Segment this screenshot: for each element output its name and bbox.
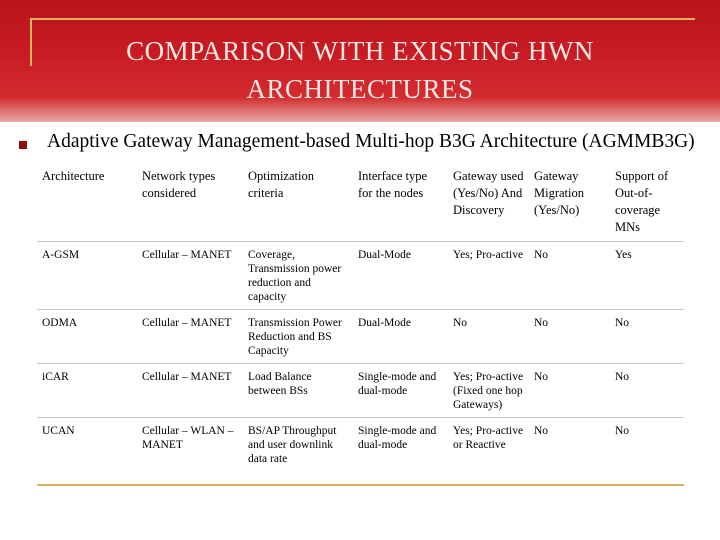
table-cell: No [529, 364, 610, 418]
table-row [37, 364, 684, 418]
table-cell: BS/AP Throughput and user downlink data rate [248, 425, 337, 465]
table-cell: No [529, 242, 610, 310]
column-header: Interface type for the nodes [353, 160, 448, 242]
table-cell: No [610, 364, 684, 418]
square-bullet-icon [19, 141, 27, 149]
table-cell: Single-mode and dual-mode [358, 425, 437, 451]
table-cell: Yes; Pro-active or Reactive [453, 425, 524, 451]
table-cell: Load Balance between BSs [243, 364, 353, 418]
table-cell: Dual-Mode [353, 242, 448, 310]
table-row [37, 242, 684, 310]
table-cell: Cellular – WLAN – MANET [142, 425, 234, 451]
table-row [37, 418, 684, 472]
table-cell: Single-mode and dual-mode [353, 364, 448, 418]
title-banner [0, 0, 720, 122]
column-header: Optimization criteria [243, 160, 353, 242]
comparison-table [37, 160, 684, 471]
table-cell: Coverage, Transmission power reduction and capacity [243, 242, 353, 310]
column-header: Gateway used (Yes/No) And Discovery [448, 160, 529, 242]
table-cell: Yes [610, 242, 684, 310]
table-cell: Yes; Pro-active (Fixed one hop Gateways) [448, 364, 529, 418]
table-cell: Yes; Pro-active [448, 242, 529, 310]
table-cell: Cellular – MANET [137, 242, 243, 310]
table-cell: iCAR [37, 364, 137, 418]
table-cell: Dual-Mode [353, 310, 448, 364]
title-frame-vertical-line [30, 18, 32, 66]
table-cell: Cellular – MANET [137, 364, 243, 418]
slide-title: COMPARISON WITH EXISTING HWN ARCHITECTURES [126, 36, 594, 104]
table-cell: No [610, 310, 684, 364]
table-cell: No [448, 310, 529, 364]
column-header: Support of Out-of-coverage MNs [610, 160, 684, 242]
table-cell: Transmission Power Reduction and BS Capacity [243, 310, 353, 364]
column-header: Network types considered [137, 160, 243, 242]
table-cell: ODMA [37, 310, 137, 364]
table-header-row [37, 160, 684, 242]
table-cell: A-GSM [37, 242, 137, 310]
column-header: Gateway Migration (Yes/No) [529, 160, 610, 242]
table-cell: UCAN [42, 425, 75, 437]
table-cell: Cellular – MANET [137, 310, 243, 364]
table-bottom-rule [37, 484, 684, 486]
table-cell: No [529, 310, 610, 364]
table-cell: No [534, 425, 549, 437]
table-row [37, 310, 684, 364]
table-cell: No [615, 425, 630, 437]
column-header: Architecture [37, 160, 137, 242]
title-frame-horizontal-line [30, 18, 695, 20]
slide-subtitle: Adaptive Gateway Management-based Multi-hop B3G Architecture (AGMMB3G) [47, 131, 695, 152]
